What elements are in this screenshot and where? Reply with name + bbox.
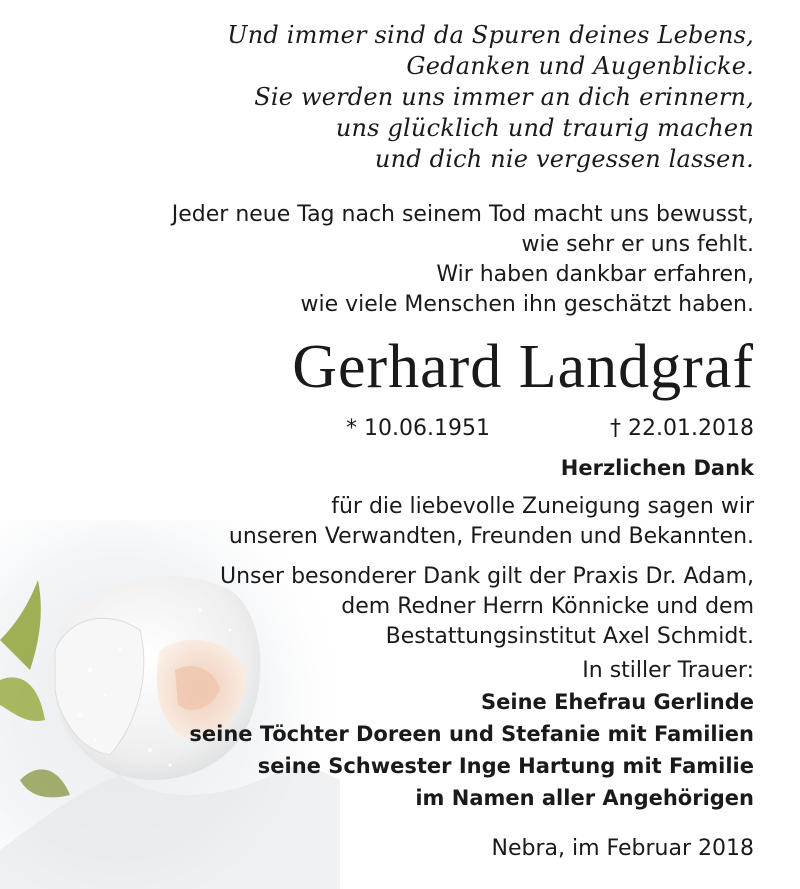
mourning-label: In stiller Trauer: (582, 658, 754, 683)
place-date: Nebra, im Februar 2018 (491, 836, 754, 861)
deceased-name: Gerhard Landgraf (292, 333, 754, 401)
memorial-line: wie sehr er uns fehlt. (521, 232, 754, 257)
family-member: seine Schwester Inge Hartung mit Familie (257, 754, 754, 778)
thanks-text (229, 492, 754, 552)
family-member: Seine Ehefrau Gerlinde (481, 690, 754, 714)
family-member: im Namen aller Angehörigen (415, 786, 754, 810)
thanks-line: unseren Verwandten, Freunden und Bekannten. (228, 524, 754, 549)
memorial-line: Wir haben dankbar erfahren, (436, 262, 754, 287)
poem (227, 20, 754, 175)
memorial-line: Jeder neue Tag nach seinem Tod macht uns bewusst, (171, 202, 754, 227)
poem-line: und dich nie vergessen lassen. (374, 145, 754, 173)
family-list (189, 686, 754, 814)
birth-date: * 10.06.1951 (346, 416, 490, 441)
memorial-line: wie viele Menschen ihn geschätzt haben. (300, 292, 754, 317)
poem-line: uns glücklich und traurig machen (335, 114, 754, 142)
death-date: † 22.01.2018 (610, 416, 754, 441)
family-member: seine Töchter Doreen und Stefanie mit Familien (189, 722, 754, 746)
special-thanks-line: dem Redner Herrn Könnicke und dem (341, 594, 754, 619)
life-dates (0, 414, 754, 444)
special-thanks-text (220, 562, 754, 652)
poem-line: Und immer sind da Spuren deines Lebens, (227, 21, 754, 49)
special-thanks-line: Unser besonderer Dank gilt der Praxis Dr. Adam, (219, 564, 754, 589)
special-thanks-line: Bestattungsinstitut Axel Schmidt. (385, 624, 754, 649)
memorial-text (172, 200, 754, 320)
thanks-heading: Herzlichen Dank (560, 456, 754, 480)
poem-line: Gedanken und Augenblicke. (406, 52, 754, 80)
poem-line: Sie werden uns immer an dich erinnern, (254, 83, 754, 111)
thanks-line: für die liebevolle Zuneigung sagen wir (331, 494, 754, 519)
